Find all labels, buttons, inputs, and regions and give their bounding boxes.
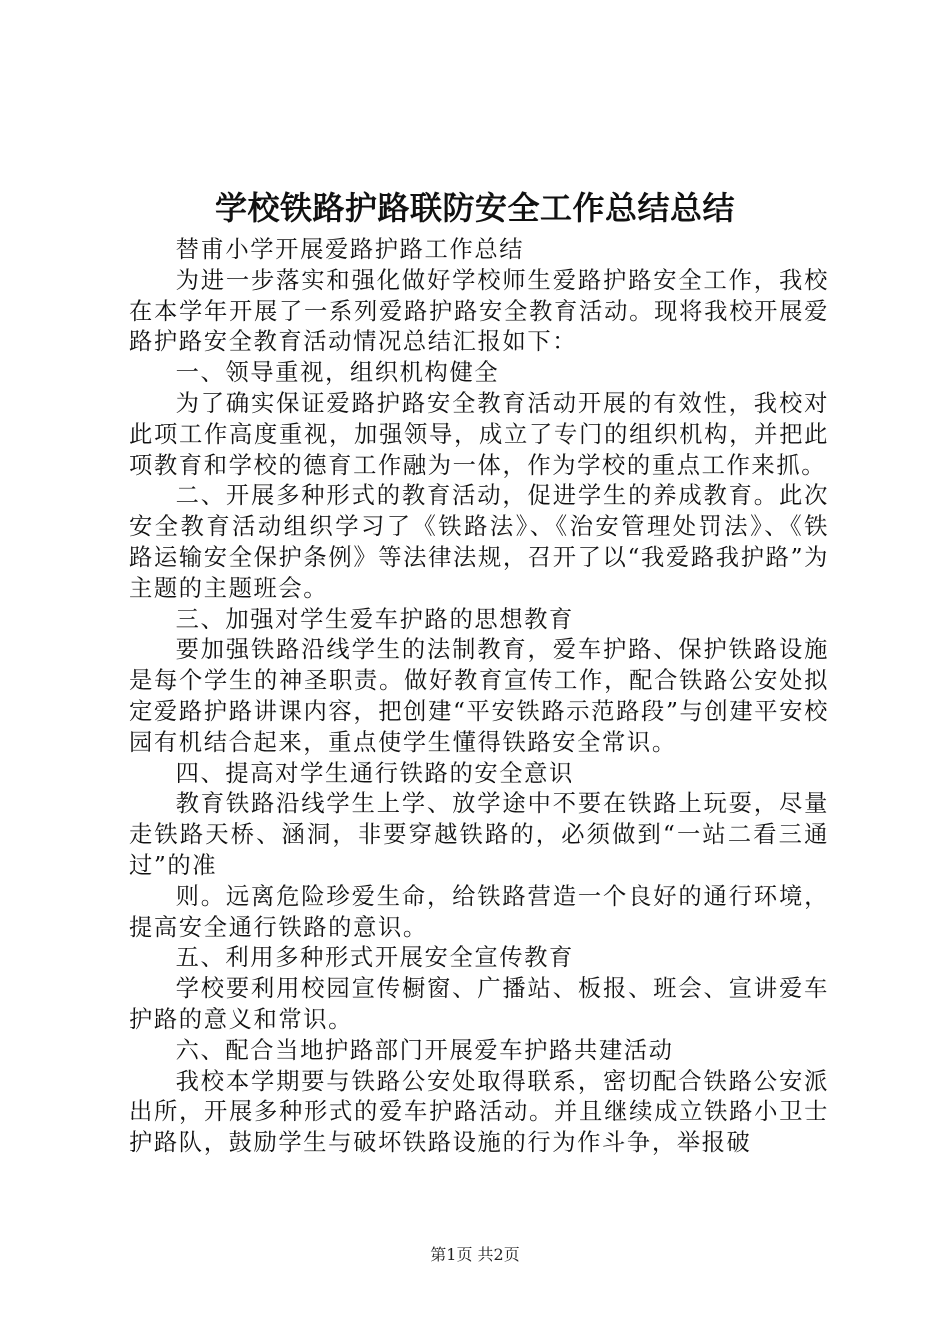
document-body: [129, 235, 829, 1159]
paragraph-section-1: 为了确实保证爱路护路安全教育活动开展的有效性，我校对此项工作高度重视，加强领导，成立了专门的组织机构，并把此项教育和学校的德育工作融为一体，作为学校的重点工作来抓。: [129, 389, 829, 479]
section-heading-3: 三、加强对学生爱车护路的思想教育: [175, 605, 574, 633]
paragraph-section-5: 学校要利用校园宣传橱窗、广播站、板报、班会、宣讲爱车护路的意义和常识。: [129, 975, 829, 1033]
paragraph-subtitle: 替甫小学开展爱路护路工作总结: [175, 236, 525, 263]
paragraph-section-4a: 教育铁路沿线学生上学、放学途中不要在铁路上玩耍，尽量走铁路天桥、涵洞，非要穿越铁路的，必须做到“一站二看三通过”的准: [129, 790, 829, 879]
section-heading-4: 四、提高对学生通行铁路的安全意识: [175, 759, 574, 787]
paragraph-section-6: 我校本学期要与铁路公安处取得联系，密切配合铁路公安派出所，开展多种形式的爱车护路活动。并且继续成立铁路小卫士护路队，鼓励学生与破坏铁路设施的行为作斗争，举报破: [129, 1067, 829, 1157]
paragraph-section-2: 二、开展多种形式的教育活动，促进学生的养成教育。此次安全教育活动组织学习了《铁路法》、《治安管理处罚法》、《铁路运输安全保护条例》等法律法规，召开了以“我爱路我护路”为主题的主题班会。: [129, 482, 829, 602]
page-footer: 第1页 共2页: [430, 1245, 520, 1264]
section-heading-5: 五、利用多种形式开展安全宣传教育: [175, 944, 574, 972]
paragraph-intro: 为进一步落实和强化做好学校师生爱路护路安全工作，我校在本学年开展了一系列爱路护路安全教育活动。现将我校开展爱路护路安全教育活动情况总结汇报如下：: [129, 266, 829, 356]
section-heading-6: 六、配合当地护路部门开展爱车护路共建活动: [175, 1036, 674, 1064]
section-heading-1: 一、领导重视，组织机构健全: [175, 359, 500, 387]
document-title: 学校铁路护路联防安全工作总结总结: [214, 189, 735, 227]
paragraph-section-4b: 则。远离危险珍爱生命，给铁路营造一个良好的通行环境，提高安全通行铁路的意识。: [129, 882, 829, 941]
paragraph-section-3: 要加强铁路沿线学生的法制教育，爱车护路、保护铁路设施是每个学生的神圣职责。做好教育宣传工作，配合铁路公安处拟定爱路护路讲课内容，把创建“平安铁路示范路段”与创建平安校园有机结合起来，重点使学生懂得铁路安全常识。: [129, 636, 829, 756]
